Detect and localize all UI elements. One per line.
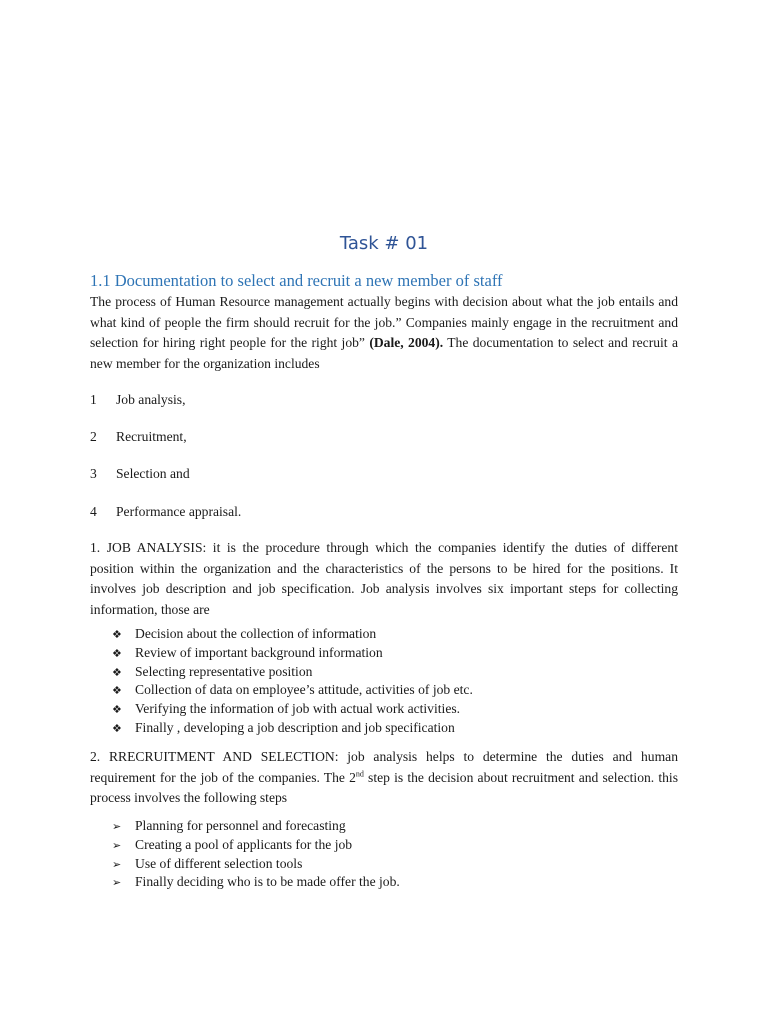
list-item: [112, 873, 400, 892]
list-item-text: Finally , developing a job description and job specification: [135, 719, 455, 735]
numbered-item-3: [90, 465, 190, 483]
diamond-bullet-icon: ❖: [112, 646, 122, 660]
section-heading: 1.1 Documentation to select and recruit a new member of staff: [90, 271, 503, 290]
item-label: Selection and: [116, 466, 190, 481]
citation: (Dale, 2004).: [369, 335, 444, 350]
list-item: [112, 681, 473, 700]
job-analysis-paragraph: 1. JOB ANALYSIS: it is the procedure through which the companies identify the duties of different position within the organization and the characteristics of the persons to be hired for the positions. It involves job description and job specification. Job analysis involves six important steps for collecting information, those are: [90, 540, 678, 617]
item-number: 3: [90, 466, 97, 481]
item-label: Job analysis,: [116, 392, 186, 407]
list-item-text: Selecting representative position: [135, 663, 313, 679]
recruitment-text-after-sup: step is the decision about recruitment and selection. this process involves the following steps: [90, 769, 678, 805]
list-item-text: Use of different selection tools: [135, 855, 303, 871]
list-item-text: Finally deciding who is to be made offer the job.: [135, 874, 400, 890]
list-item: [112, 700, 473, 719]
list-item-text: Planning for personnel and forecasting: [135, 818, 346, 833]
recruitment-selection-paragraph: [90, 747, 678, 809]
diamond-bullet-icon: ❖: [112, 665, 122, 679]
numbered-item-1: [90, 391, 185, 409]
list-item: [112, 719, 473, 738]
recruitment-text-before-sup: 2. RRECRUITMENT AND SELECTION: job analysis helps to determine the duties and human requirement for the job of the companies. The 2: [90, 749, 678, 785]
list-item: [112, 663, 473, 682]
item-label: Recruitment,: [116, 429, 187, 444]
job-analysis-steps-list: [112, 625, 473, 738]
list-item-text: Collection of data on employee’s attitude, activities of job etc.: [135, 682, 473, 698]
arrow-bullet-icon: ➢: [112, 876, 122, 890]
arrow-bullet-icon: ➢: [112, 820, 122, 833]
list-item: [112, 836, 400, 855]
list-item-text: Creating a pool of applicants for the job: [135, 836, 353, 852]
list-item: [112, 644, 473, 663]
item-number: 1: [90, 392, 97, 407]
arrow-bullet-icon: ➢: [112, 838, 122, 852]
ordinal-superscript: nd: [355, 768, 364, 778]
diamond-bullet-icon: ❖: [112, 628, 122, 641]
intro-text-after-cite: The documentation to select and recruit a new member for the organization includes: [90, 335, 678, 371]
diamond-bullet-icon: ❖: [112, 721, 122, 735]
numbered-item-2: [90, 428, 187, 446]
recruitment-steps-list: [112, 817, 400, 892]
list-item: [112, 855, 400, 874]
document-page: [90, 0, 678, 1024]
item-number: 2: [90, 429, 97, 444]
list-item: [112, 817, 400, 836]
arrow-bullet-icon: ➢: [112, 857, 122, 871]
intro-text-before-cite: The process of Human Resource management actually begins with decision about what the job entails and what kind of people the firm should recruit for the job.” Companies mainly engage in the recruitment and selection for hiring right people for the right job”: [90, 294, 678, 350]
list-item-text: Verifying the information of job with actual work activities.: [135, 701, 461, 717]
intro-paragraph: [90, 292, 678, 374]
task-title: Task # 01: [339, 233, 429, 254]
item-label: Performance appraisal.: [116, 504, 242, 519]
diamond-bullet-icon: ❖: [112, 703, 122, 717]
diamond-bullet-icon: ❖: [112, 684, 122, 698]
list-item-text: Decision about the collection of information: [135, 626, 377, 641]
numbered-item-4: [90, 503, 241, 521]
item-number: 4: [90, 504, 97, 519]
list-item: [112, 625, 473, 644]
list-item-text: Review of important background information: [135, 644, 383, 660]
